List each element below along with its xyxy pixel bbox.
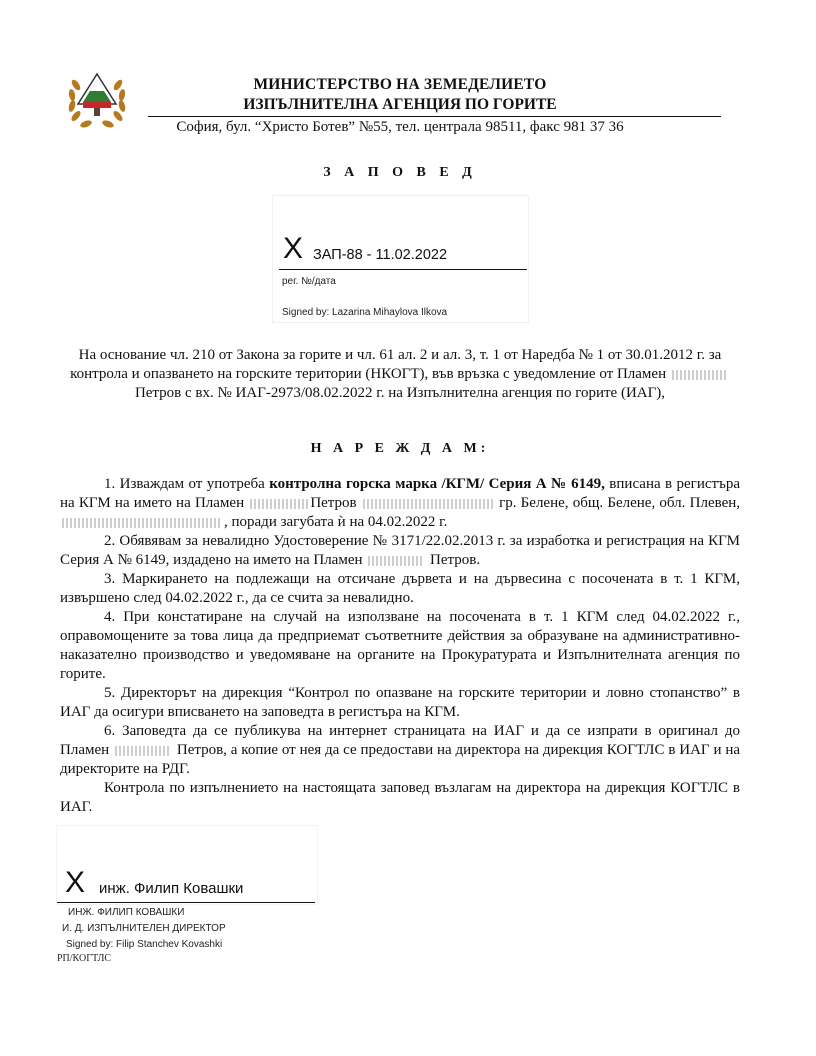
redacted-name xyxy=(368,556,424,566)
signer-signed-by: Signed by: Filip Stanchev Kovashki xyxy=(66,939,223,950)
item-1-text-d: гр. Белене, общ. Белене, обл. Плевен, xyxy=(499,495,741,511)
item-2 xyxy=(60,532,740,570)
signer-position: И. Д. ИЗПЪЛНИТЕЛЕН ДИРЕКТОР xyxy=(62,923,226,934)
signature-mark: X xyxy=(65,866,86,899)
registration-number-date: ЗАП-88 - 11.02.2022 xyxy=(313,247,448,263)
item-2-text-b: Петров. xyxy=(430,552,481,568)
item-3: 3. Маркирането на подлежащи на отсичане дървета и на дървесина с посочената в т. 1 КГМ, извършено след 04.02.2022 г., да се счита за невалидно. xyxy=(60,571,740,606)
item-6-text-b: Петров, а копие от нея да се предостави на директора на дирекция КОГТЛС в ИАГ и на директорите на РДГ. xyxy=(60,742,741,777)
control-paragraph: Контрола по изпълнението на настоящата заповед възлагам на директора на дирекция КОГТЛС в ИАГ. xyxy=(60,780,740,815)
registration-signed-by: Signed by: Lazarina Mihaylova Ilkova xyxy=(282,307,448,318)
signature-line xyxy=(57,902,315,903)
item-4: 4. При констатиране на случай на използване на посочената в т. 1 КГМ след 04.02.2022 г., оправомощените за това лица да предприемат съответните действия за образуване на административно-наказателно производство и уведомяване на органите на Прокуратурата и Изпълнителната агенция по горите. xyxy=(60,609,740,682)
intro-text-2: Петров с вх. № ИАГ-2973/08.02.2022 г. на Изпълнителна агенция по горите (ИАГ), xyxy=(134,385,666,401)
item-1-text-a: 1. Изваждам от употреба xyxy=(104,476,270,492)
item-5: 5. Директорът на дирекция “Контрол по опазване на горските територии и ловно стопанство” в ИАГ да осигури вписването на заповедта в регистъра на КГМ. xyxy=(60,685,740,720)
signer-printed-name: ИНЖ. ФИЛИП КОВАШКИ xyxy=(68,907,185,918)
item-1-text-b: вписана в регистъра на КГМ на името на Пламен xyxy=(60,476,740,511)
redacted-name xyxy=(672,370,728,380)
intro-text-1: На основание чл. 210 от Закона за горите и чл. 61 ал. 2 и ал. 3, т. 1 от Наредба № 1 от 30.01.2012 г. за контрола и опазването на горските територии (НКОГТ), във връзка с уведомление от Пламен xyxy=(70,347,722,382)
redacted-address xyxy=(62,518,222,528)
header-divider xyxy=(148,116,721,117)
director-signature-box[interactable] xyxy=(56,825,318,905)
redacted-name xyxy=(250,499,308,509)
reference-code: РП/КОГТЛС xyxy=(57,953,112,964)
agency-emblem-icon xyxy=(64,66,130,132)
registration-signature-box[interactable] xyxy=(272,195,529,323)
intro-paragraph xyxy=(60,346,740,403)
signature-mark: X xyxy=(283,232,304,265)
redacted-id xyxy=(363,499,493,509)
signer-details xyxy=(64,905,226,953)
agency-address: София, бул. “Христо Ботев” №55, тел. централа 98511, факс 981 37 36 xyxy=(176,119,624,135)
item-6-text-a: 6. Заповедта да се публикува на интернет страницата на ИАГ и да се изпрати в оригинал до Пламен xyxy=(60,723,740,758)
order-heading: Н А Р Е Ж Д А М: xyxy=(310,441,490,456)
item-1-bold: контролна горска марка /КГМ/ Серия А № 6149, xyxy=(269,476,605,492)
order-body xyxy=(60,475,740,817)
registration-caption: рег. №/дата xyxy=(282,276,336,287)
item-1-text-e: , поради загубата ѝ на 04.02.2022 г. xyxy=(224,514,448,530)
ministry-name: МИНИСТЕРСТВО НА ЗЕМЕДЕЛИЕТО xyxy=(253,76,547,93)
item-6 xyxy=(60,722,740,779)
item-1 xyxy=(60,475,740,532)
redacted-name xyxy=(115,746,171,756)
order-title: З А П О В Е Д xyxy=(323,165,477,180)
item-2-text-a: 2. Обявявам за невалидно Удостоверение № 3171/22.02.2013 г. за изработка и регистрация на КГМ Серия А № 6149, издадено на името на Пламен xyxy=(60,533,740,568)
signature-line xyxy=(279,269,527,270)
agency-name: ИЗПЪЛНИТЕЛНА АГЕНЦИЯ ПО ГОРИТЕ xyxy=(243,96,557,113)
director-signature-name: инж. Филип Ковашки xyxy=(99,880,244,897)
item-1-text-c: Петров xyxy=(310,495,357,511)
